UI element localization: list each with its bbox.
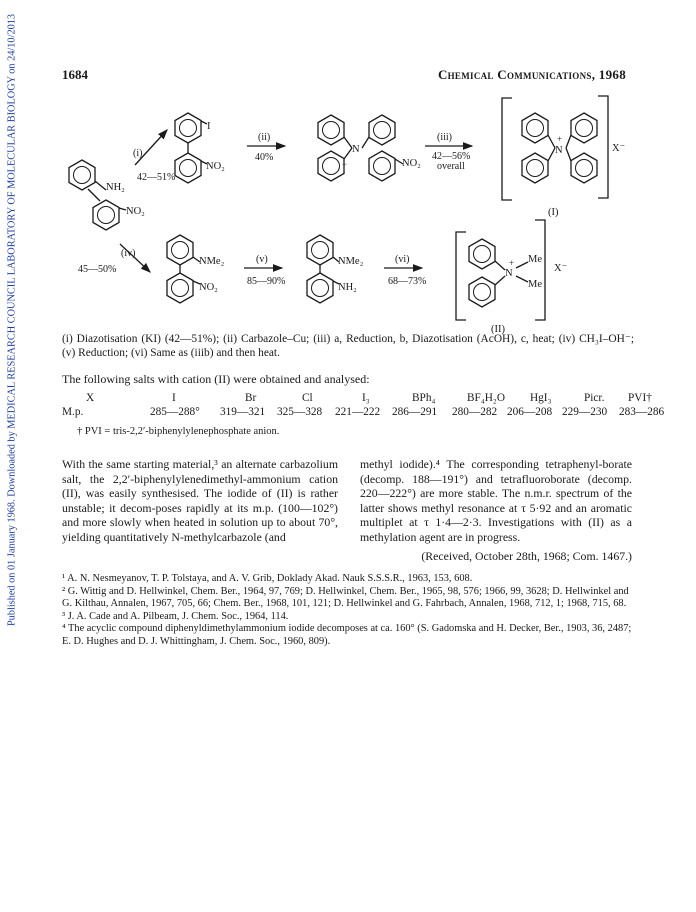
benzene-ring — [175, 153, 201, 183]
table-header-cell: I — [172, 392, 176, 404]
journal-title: Chemical Communications, 1968 — [437, 67, 626, 82]
compound-i-label: (I) — [548, 207, 559, 218]
salts-table — [62, 392, 665, 420]
no2-label: NO₂ — [126, 206, 145, 217]
yield-i-label: 42—51% — [137, 172, 176, 183]
table-cell: 285—288° — [150, 406, 200, 418]
body-column-left — [62, 457, 338, 545]
n-label: N — [352, 144, 360, 155]
table-header-cell: Picr. — [584, 392, 605, 404]
table-row — [62, 406, 665, 420]
yield-ii-label: 40% — [255, 152, 274, 163]
table-footnote: † PVI = tris-2,2′-biphenylylenephosphate anion. — [77, 426, 280, 437]
benzene-ring — [307, 235, 333, 265]
references — [62, 573, 634, 649]
step-iii-label: (iii) — [437, 132, 452, 143]
benzene-ring — [369, 151, 395, 181]
benzene-ring — [167, 235, 193, 265]
reaction-scheme — [0, 0, 696, 340]
no2-label: NO₂ — [199, 282, 218, 293]
benzene-ring — [469, 239, 495, 269]
minus-sign: − — [342, 159, 348, 169]
watermark-text: Published on 01 January 1968. Downloaded by MEDICAL RESEARCH COUNCIL LABORATORY OF MOLECULAR BIOLOGY on 24/10/2013 — [6, 13, 18, 627]
yield-iii-overall-label: overall — [437, 161, 465, 172]
yield-vi-label: 68—73% — [388, 276, 427, 287]
methyl-label: Me — [528, 279, 542, 290]
benzene-ring — [307, 273, 333, 303]
nh2-label: NH₂ — [338, 282, 357, 293]
no2-label: NO₂ — [402, 158, 421, 169]
body-paragraph: With the same starting material,³ an alternate carbazolium salt, the 2,2′-biphenylylenedimethyl-ammonium cation (II), was easily synthesised. The iodide of (II) is rather unstable; it decom-poses rapidly at its m.p. (100—102°) and more slowly when heated in solution up to about 70°, yielding quantitatively N-methylcarbazole (and — [62, 457, 338, 544]
table-header-cell: PVI† — [628, 392, 652, 404]
table-cell: 229—230 — [562, 406, 608, 418]
nme2-label: NMe₂ — [338, 256, 364, 267]
table-cell: 325—328 — [277, 406, 323, 418]
benzene-ring — [522, 153, 548, 183]
step-vi-label: (vi) — [395, 254, 410, 265]
step-ii-label: (ii) — [258, 132, 271, 143]
salts-intro: The following salts with cation (II) were obtained and analysed: — [62, 372, 370, 386]
page-number: 1684 — [62, 67, 88, 82]
yield-iv-label: 45—50% — [78, 264, 117, 275]
table-header-cell: HgI₃ — [530, 392, 552, 404]
table-cell: 280—282 — [452, 406, 498, 418]
n-plus-label: N — [555, 145, 563, 156]
step-i-label: (i) — [133, 148, 143, 159]
table-cell: 221—222 — [335, 406, 381, 418]
plus-sign: + — [557, 134, 563, 144]
benzene-ring — [469, 277, 495, 307]
body-paragraph: methyl iodide).⁴ The corresponding tetraphenyl-borate (decomp. 188—191°) and tetrafluoroborate (decomp. 220—222°) are more stable. The n.m.r. spectrum of the latter shows methyl resonance at τ 5·92 and an aromatic multiplet at τ 1·4—2·3. Investigations with (II) as a methylation agent are in progress. — [360, 457, 632, 544]
nme2-label: NMe₂ — [199, 256, 225, 267]
plus-sign: + — [509, 258, 515, 268]
reference-item: ⁴ The acyclic compound diphenyldimethylammonium iodide decomposes at ca. 160° (S. Gadomska and H. Decker, Ber., 1903, 36, 2487; E. D. Hughes and D. J. Whittingham, J. Chem. Soc., 1960, 809). — [62, 623, 632, 647]
yield-v-label: 85—90% — [247, 276, 286, 287]
reference-item: ² G. Wittig and D. Hellwinkel, Chem. Ber., 1964, 97, 769; D. Hellwinkel, Chem. Ber., 1965, 98, 576; 1966, 99, 3628; D. Hellwinkel and G. Kilthau, Annalen, 1967, 705, 66; Chem. Ber., 1968, 101, 121; D. Hellwinkel and G. Fahrbach, Annalen, 1968, 712, 1; 1968, 715, 68. — [62, 585, 629, 610]
iodo-label: I — [207, 121, 211, 132]
benzene-ring — [175, 113, 201, 143]
benzene-ring — [571, 113, 597, 143]
scheme-caption: (i) Diazotisation (KI) (42—51%); (ii) Carbazole–Cu; (iii) a, Reduction, b, Diazotisation (AcOH), c, heat; (iv) CH₃I–OH⁻; (v) Reduction; (vi) Same as (iiib) and then heat. — [62, 333, 634, 359]
n-plus-label: N — [505, 268, 513, 279]
table-header-row — [62, 392, 652, 406]
step-iv-label: (iv) — [121, 248, 136, 259]
counterion-label: X⁻ — [554, 263, 568, 274]
reference-item: ³ J. A. Cade and A. Pilbeam, J. Chem. Soc., 1964, 114. — [62, 610, 289, 622]
no2-label: NO₂ — [206, 161, 225, 172]
benzene-ring — [522, 113, 548, 143]
table-header-cell: Cl — [302, 392, 313, 404]
compound-ii-label: (II) — [491, 324, 505, 335]
received-date: (Received, October 28th, 1968; Com. 1467.) — [421, 549, 632, 563]
table-header-cell: Br — [245, 392, 257, 404]
table-header-cell: I₃ — [362, 392, 370, 404]
benzene-ring — [69, 160, 95, 190]
table-cell: 283—286 — [619, 406, 665, 418]
table-header-cell: X — [86, 392, 95, 404]
benzene-ring — [318, 115, 344, 145]
benzene-ring — [318, 151, 344, 181]
benzene-ring — [167, 273, 193, 303]
table-header-cell: BPh₄ — [412, 392, 436, 404]
table-cell: 206—208 — [507, 406, 553, 418]
step-v-label: (v) — [256, 254, 268, 265]
table-header-cell: BF₄H₂O — [467, 392, 506, 404]
table-cell: 319—321 — [220, 406, 266, 418]
yield-iii-label: 42—56% — [432, 151, 471, 162]
row-label: M.p. — [62, 406, 84, 418]
benzene-ring — [369, 115, 395, 145]
benzene-ring — [93, 200, 119, 230]
nh2-label: NH₂ — [106, 182, 125, 193]
benzene-ring — [571, 153, 597, 183]
reference-item: ¹ A. N. Nesmeyanov, T. P. Tolstaya, and A. V. Grib, Doklady Akad. Nauk S.S.S.R., 1963, 153, 608. — [62, 573, 473, 584]
counterion-label: X⁻ — [612, 143, 626, 154]
table-cell: 286—291 — [392, 406, 438, 418]
methyl-label: Me — [528, 254, 542, 265]
body-column-right — [360, 457, 632, 545]
